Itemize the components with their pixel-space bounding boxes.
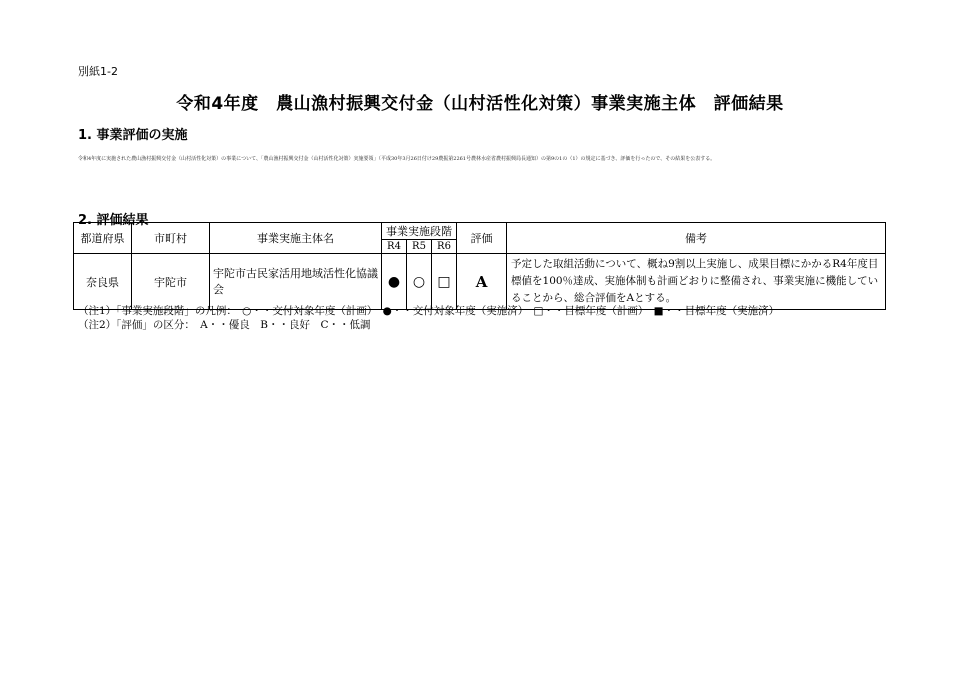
- page-title: 令和4年度 農山漁村振興交付金（山村活性化対策）事業実施主体 評価結果: [176, 94, 784, 114]
- header-grade: 評価: [457, 223, 507, 254]
- cell-phase-r5: ○: [407, 254, 432, 310]
- section1-text: 令和4年度に実施された農山漁村振興交付金（山村活性化対策）の事業について、「農山漁村振興交付金（山村活性化対策）実施要領」（平成30年3月26日付け29農振第2261号農林水産省農村振興局長通知）の第9の1の（1）の規定に基づき、評価を行ったので、その結果を公表する。: [78, 156, 716, 162]
- header-phase: 事業実施段階: [382, 223, 457, 240]
- evaluation-table: [73, 222, 886, 310]
- note-2: （注2）「評価」の区分： A・・優良 B・・良好 C・・低調: [78, 319, 371, 331]
- header-entity: 事業実施主体名: [210, 223, 382, 254]
- header-phase-r6: R6: [432, 240, 457, 254]
- cell-phase-r4: ●: [382, 254, 407, 310]
- table-row: [74, 254, 886, 310]
- note-1: （注1）「事業実施段階」の凡例： ○・・交付対象年度（計画） ●・・交付対象年度（実施済） □・・目標年度（計画） ■・・目標年度（実施済）: [78, 305, 780, 317]
- document-number: 別紙1-2: [78, 65, 118, 78]
- section2-heading: 2. 評価結果: [78, 213, 149, 228]
- cell-municipality: 宇陀市: [132, 254, 210, 310]
- cell-grade: A: [457, 254, 507, 310]
- cell-prefecture: 奈良県: [74, 254, 132, 310]
- header-phase-r4: R4: [382, 240, 407, 254]
- header-municipality: 市町村: [132, 223, 210, 254]
- section1-heading: 1. 事業評価の実施: [78, 128, 188, 143]
- cell-entity: 宇陀市古民家活用地域活性化協議会: [210, 254, 382, 310]
- notes: [78, 304, 779, 332]
- header-remarks: 備考: [507, 223, 886, 254]
- header-phase-r5: R5: [407, 240, 432, 254]
- cell-phase-r6: □: [432, 254, 457, 310]
- header-prefecture: 都道府県: [74, 223, 132, 254]
- cell-remarks: 予定した取組活動について、概ね9割以上実施し、成果目標にかかるR4年度目標値を100％達成、実施体制も計画どおりに整備され、事業実施に機能していることから、総合評価をAとする。: [507, 254, 886, 310]
